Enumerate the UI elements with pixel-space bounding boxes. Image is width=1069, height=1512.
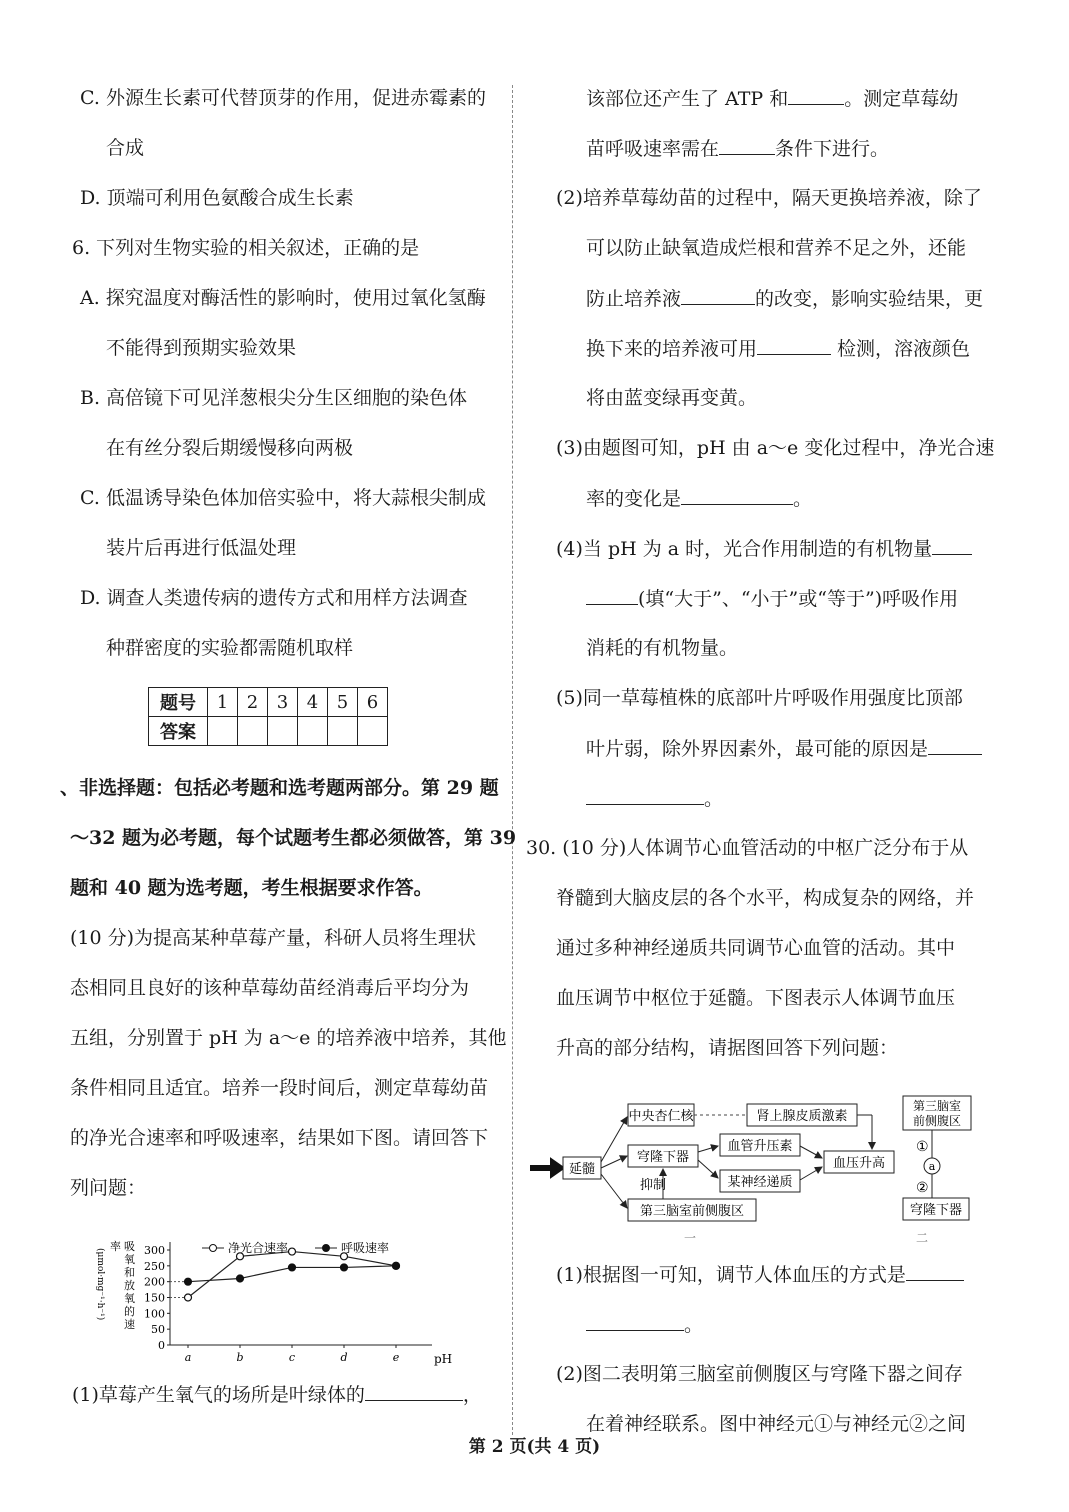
label-xueya: 血压升高 [832, 1156, 886, 1171]
answer-blank[interactable] [719, 136, 775, 155]
answer-table-num: 6 [358, 688, 388, 717]
data-point [185, 1294, 192, 1301]
x-tick-label: e [392, 1351, 400, 1364]
neuron-2-label: ② [916, 1180, 929, 1196]
y-tick-label: 250 [144, 1259, 165, 1273]
q6-option-a-line2: 不能得到预期实验效果 [106, 337, 297, 359]
ylabel-char: 速 [124, 1318, 135, 1331]
fig1-caption: 一 [683, 1231, 697, 1245]
label-moushen: 某神经递质 [727, 1175, 793, 1190]
r-line14 [586, 736, 982, 761]
ylabel-char: 放 [124, 1279, 135, 1292]
answer-blank[interactable] [586, 586, 638, 605]
ylabel-char: 的 [124, 1305, 135, 1318]
synapse-a-label: a [928, 1160, 936, 1173]
page-footer: 第 2 页(共 4 页) [468, 1437, 601, 1457]
answer-table-num: 1 [208, 688, 238, 717]
r-line9-text: 率的变化是 [586, 488, 682, 510]
q29-sub1-end: ， [462, 1384, 482, 1406]
r-line8: (3)由题图可知，pH 由 a～e 变化过程中，净光合速 [556, 437, 995, 459]
answer-blank[interactable] [906, 1262, 964, 1281]
r-line6 [586, 336, 970, 361]
q6-option-d-line1: D. 调查人类遗传病的遗传方式和用样方法调查 [80, 587, 468, 609]
label-fig2-bottom: 穹隆下器 [909, 1203, 963, 1218]
blood-pressure-diagram [530, 1090, 990, 1250]
legend-label: 净光合速率 [228, 1241, 289, 1255]
y-tick-label: 0 [158, 1339, 165, 1352]
q30-stem-line1: 30. (10 分)人体调节心血管活动的中枢广泛分布于从 [526, 837, 969, 859]
r-line5-end: 的改变，影响实验结果，更 [755, 288, 984, 310]
r-line4: 可以防止缺氧造成烂根和营养不足之外，还能 [586, 237, 967, 259]
answer-blank[interactable] [928, 736, 982, 755]
r-line10-text: (4)当 pH 为 a 时，光合作用制造的有机物量 [556, 538, 933, 560]
ylabel-unit: (μmol·mg⁻¹·h⁻¹) [95, 1248, 105, 1321]
label-shenshang: 肾上腺皮质激素 [756, 1109, 848, 1124]
answer-cell[interactable] [328, 717, 358, 746]
y-tick-label: 300 [144, 1244, 165, 1257]
x-tick-label: c [288, 1351, 296, 1364]
answer-table-num: 2 [238, 688, 268, 717]
label-yizhi: 抑制 [640, 1178, 667, 1193]
data-point [237, 1275, 244, 1282]
q30-stem-line4: 血压调节中枢位于延髓。下图表示人体调节血压 [556, 987, 956, 1009]
q29-stem-line1: (10 分)为提高某种草莓产量，科研人员将生理状 [70, 927, 477, 949]
q29-stem-line3: 五组，分别置于 pH 为 a～e 的培养液中培养，其他 [70, 1027, 507, 1049]
q30-sub1-end: 。 [684, 1314, 704, 1336]
q6-option-c-line1: C. 低温诱导染色体加倍实验中，将大蒜根尖制成 [80, 487, 486, 509]
answer-blank[interactable] [932, 536, 972, 555]
series-line [188, 1252, 396, 1298]
label-qionglong: 穹隆下器 [636, 1150, 690, 1165]
q29-stem-line2: 态相同且良好的该种草莓幼苗经消毒后平均分为 [70, 977, 470, 999]
q6-option-a-line1: A. 探究温度对酶活性的影响时，使用过氧化氢酶 [80, 287, 486, 309]
answer-blank[interactable] [586, 1312, 684, 1331]
legend-label: 呼吸速率 [341, 1241, 390, 1255]
q29-stem-line6: 列问题： [70, 1177, 147, 1199]
r-line7: 将由蓝变绿再变黄。 [586, 387, 758, 409]
q5-option-c-line1: C. 外源生长素可代替顶芽的作用，促进赤霉素的 [80, 87, 486, 109]
ylabel-char: 率 [110, 1240, 121, 1253]
r-line12: 消耗的有机物量。 [586, 637, 739, 659]
r-line2 [586, 136, 889, 161]
answer-cell[interactable] [208, 717, 238, 746]
label-zhongyang: 中央杏仁核 [628, 1109, 694, 1124]
y-tick-label: 150 [144, 1291, 165, 1305]
answer-blank[interactable] [788, 86, 844, 105]
q6-option-b-line2: 在有丝分裂后期缓慢移向两极 [106, 437, 354, 459]
answer-table-num: 5 [328, 688, 358, 717]
q5-option-d: D. 顶端可利用色氨酸合成生长素 [80, 187, 354, 209]
label-xueguan: 血管升压素 [727, 1139, 793, 1154]
q6-option-b-line1: B. 高倍镜下可见洋葱根尖分生区细胞的染色体 [80, 387, 468, 409]
neuron-1-label: ① [916, 1139, 929, 1155]
answer-cell[interactable] [268, 717, 298, 746]
answer-table-header-answer: 答案 [149, 717, 208, 746]
column-divider [512, 85, 513, 1435]
q30-stem-line5: 升高的部分结构，请据图回答下列问题： [556, 1037, 899, 1059]
q30-sub2-line1: (2)图二表明第三脑室前侧腹区与穹隆下器之间存 [556, 1363, 963, 1385]
r-line6-text: 换下来的培养液可用 [586, 338, 758, 360]
input-arrow [532, 1161, 562, 1175]
q29-stem-line4: 条件相同且适宜。培养一段时间后，测定草莓幼苗 [70, 1077, 489, 1099]
r-line15 [586, 786, 723, 811]
r-line9-end: 。 [793, 488, 813, 510]
label-fig2-top-2: 前侧腹区 [912, 1114, 962, 1128]
answer-blank[interactable] [681, 286, 755, 305]
x-tick-label: a [184, 1351, 192, 1364]
q5-option-c-line2: 合成 [106, 137, 145, 159]
answer-table-num: 4 [298, 688, 328, 717]
q29-stem-line5: 的净光合速率和呼吸速率，结果如下图。请回答下 [70, 1127, 489, 1149]
legend-marker [323, 1245, 330, 1252]
data-point [341, 1264, 348, 1271]
ylabel-char: 吸 [124, 1240, 135, 1253]
section-heading-line1: 、非选择题：包括必考题和选考题两部分。第 29 题 [60, 777, 499, 799]
data-point [289, 1248, 296, 1255]
ylabel-char: 氧 [124, 1292, 135, 1305]
r-line14-text: 叶片弱，除外界因素外，最可能的原因是 [586, 738, 929, 760]
q29-sub1-text: (1)草莓产生氧气的场所是叶绿体的 [72, 1384, 365, 1406]
x-tick-label: b [236, 1351, 244, 1364]
label-disan: 第三脑室前侧腹区 [639, 1204, 745, 1219]
r-line9 [586, 486, 812, 511]
ylabel-char: 氧 [124, 1253, 135, 1266]
answer-blank[interactable] [586, 786, 704, 805]
r-line5-text: 防止培养液 [586, 288, 682, 310]
q30-sub1-text: (1)根据图一可知，调节人体血压的方式是 [556, 1264, 906, 1286]
q30-sub1-line1 [556, 1262, 964, 1287]
r-line5 [586, 286, 983, 311]
r-line2-end: 条件下进行。 [775, 138, 890, 160]
q6-option-c-line2: 装片后再进行低温处理 [106, 537, 297, 559]
answer-cell[interactable] [298, 717, 328, 746]
label-yanshui: 延髓 [568, 1162, 596, 1177]
legend-marker [210, 1245, 217, 1252]
section-heading-line2: ～32 题为必考题，每个试题考生都必须做答，第 39 [70, 827, 517, 849]
answer-table [148, 687, 388, 746]
r-line6-end: 检测，溶液颜色 [831, 338, 971, 360]
y-tick-label: 100 [144, 1307, 165, 1321]
q30-sub2-line2: 在着神经联系。图中神经元①与神经元②之间 [586, 1413, 967, 1435]
answer-table-header-num: 题号 [149, 688, 208, 717]
data-point [185, 1278, 192, 1285]
r-line1-end: 。测定草莓幼 [844, 88, 959, 110]
r-line11-end: (填“大于”、“小于”或“等于”)呼吸作用 [638, 588, 959, 610]
x-tick-label: d [340, 1351, 348, 1364]
answer-blank[interactable] [681, 486, 793, 505]
x-axis-label: pH [434, 1352, 453, 1366]
y-tick-label: 50 [151, 1323, 165, 1337]
q30-sub1-line2 [586, 1312, 703, 1337]
data-point [289, 1264, 296, 1271]
r-line11 [586, 586, 958, 611]
y-tick-label: 200 [144, 1275, 165, 1289]
q6-stem: 6. 下列对生物实验的相关叙述，正确的是 [72, 237, 420, 259]
data-point [393, 1262, 400, 1269]
fig2-caption: 二 [915, 1231, 929, 1245]
q30-stem-line3: 通过多种神经递质共同调节心血管的活动。其中 [556, 937, 956, 959]
rate-chart [90, 1230, 453, 1370]
r-line1-text: 该部位还产生了 ATP 和 [586, 88, 789, 110]
answer-blank[interactable] [757, 336, 831, 355]
r-line15-end: 。 [704, 788, 724, 810]
r-line13: (5)同一草莓植株的底部叶片呼吸作用强度比顶部 [556, 687, 963, 709]
label-fig2-top-1: 第三脑室 [912, 1099, 962, 1113]
q29-sub1 [72, 1382, 482, 1407]
r-line10 [556, 536, 972, 561]
ylabel-char: 和 [124, 1266, 135, 1279]
r-line2-text: 苗呼吸速率需在 [586, 138, 720, 160]
q30-stem-line2: 脊髓到大脑皮层的各个水平，构成复杂的网络，并 [556, 887, 975, 909]
r-line1 [586, 86, 958, 111]
answer-table-num: 3 [268, 688, 298, 717]
answer-cell[interactable] [238, 717, 268, 746]
section-heading-line3: 题和 40 题为选考题，考生根据要求作答。 [70, 877, 433, 899]
answer-cell[interactable] [358, 717, 388, 746]
r-line3: (2)培养草莓幼苗的过程中，隔天更换培养液，除了 [556, 187, 982, 209]
answer-blank[interactable] [365, 1382, 463, 1401]
q6-option-d-line2: 种群密度的实验都需随机取样 [106, 637, 354, 659]
